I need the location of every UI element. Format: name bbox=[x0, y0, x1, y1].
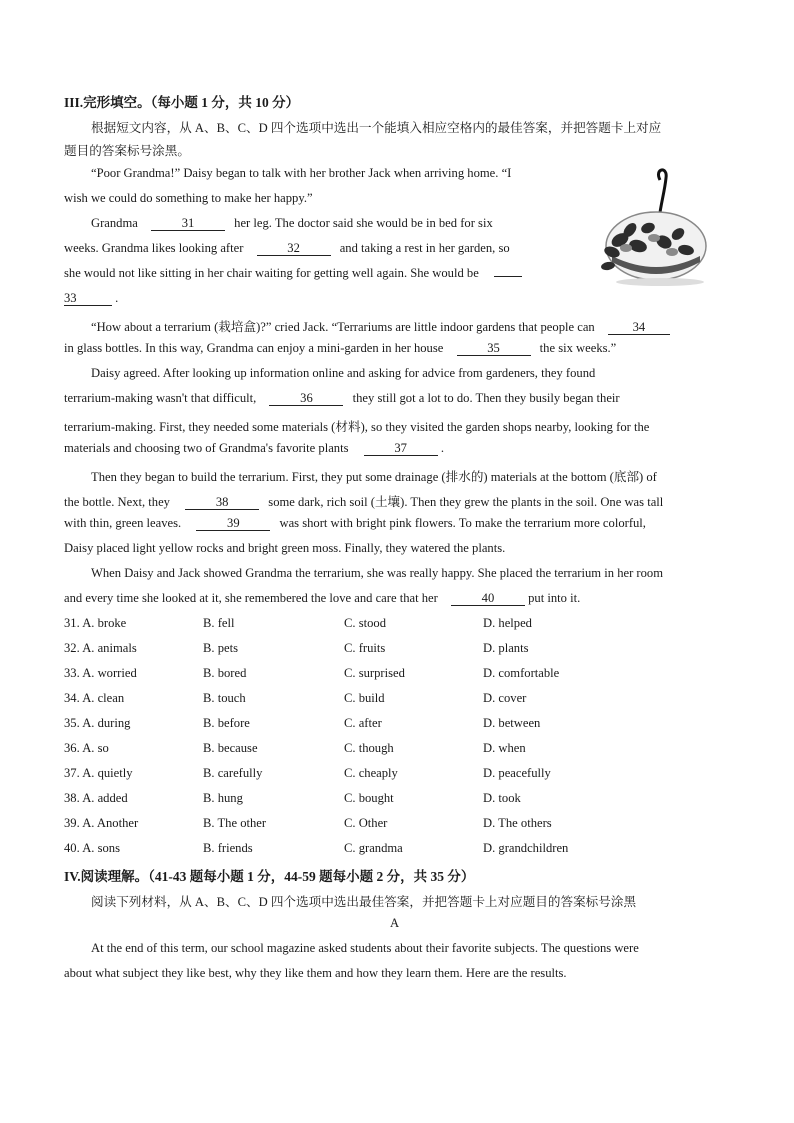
passage-text: “How about a terrarium (栽培盒)?” cried Jack. “Terrariums are little indoor gardens that people can bbox=[91, 320, 595, 334]
question-row bbox=[64, 816, 744, 834]
passage-text: they still got a lot to do. Then they busily began their bbox=[352, 391, 620, 405]
option-d[interactable]: D. cover bbox=[483, 691, 527, 705]
option-b[interactable]: B. friends bbox=[203, 841, 253, 855]
option-c[interactable]: C. grandma bbox=[344, 841, 403, 855]
section-4-instruction: 阅读下列材料，从 A、B、C、D 四个选项中选出最佳答案，并把答题卡上对应题目的答案标号涂黑 bbox=[91, 895, 637, 909]
question-row bbox=[64, 766, 744, 784]
passage-text: Grandma bbox=[91, 216, 138, 230]
blank-39: 39 bbox=[196, 517, 270, 531]
option-b[interactable]: B. bored bbox=[203, 666, 247, 680]
passage-line: “Poor Grandma!” Daisy began to talk with her brother Jack when arriving home. “I bbox=[91, 166, 512, 180]
passage-text: and every time she looked at it, she remembered the love and care that her bbox=[64, 591, 438, 605]
question-row bbox=[64, 741, 744, 759]
passage-text: materials and choosing two of Grandma's favorite plants bbox=[64, 441, 349, 455]
passage-line bbox=[64, 266, 522, 281]
passage-line: terrarium-making. First, they needed some materials (材料), so they visited the garden shops nearby, looking for the bbox=[64, 420, 650, 434]
option-c[interactable]: C. stood bbox=[344, 616, 386, 630]
passage-line: Then they began to build the terrarium. First, they put some drainage (排水的) materials at the bottom (底部) of bbox=[91, 470, 657, 484]
passage-line: Daisy agreed. After looking up information online and asking for advice from gardeners, they found bbox=[91, 366, 596, 380]
passage-text: put into it. bbox=[528, 591, 581, 605]
option-d[interactable]: D. took bbox=[483, 791, 521, 805]
question-row bbox=[64, 641, 744, 659]
option-d[interactable]: D. The others bbox=[483, 816, 552, 830]
option-a[interactable]: 33. A. worried bbox=[64, 666, 137, 680]
option-d[interactable]: D. plants bbox=[483, 641, 529, 655]
blank-33-start bbox=[494, 276, 522, 277]
option-d[interactable]: D. comfortable bbox=[483, 666, 560, 680]
question-row bbox=[64, 791, 744, 809]
option-b[interactable]: B. hung bbox=[203, 791, 243, 805]
passage-line: Daisy placed light yellow rocks and bright green moss. Finally, they watered the plants. bbox=[64, 541, 506, 555]
passage-line bbox=[64, 341, 616, 356]
passage-text: the bottle. Next, they bbox=[64, 495, 170, 509]
passage-line bbox=[64, 516, 646, 531]
passage-line bbox=[91, 316, 670, 335]
option-d[interactable]: D. peacefully bbox=[483, 766, 551, 780]
option-a[interactable]: 34. A. clean bbox=[64, 691, 125, 705]
option-c[interactable]: C. bought bbox=[344, 791, 394, 805]
passage-line bbox=[64, 391, 620, 406]
reading-paragraph-line: about what subject they like best, why they like them and how they learn them. Here are the results. bbox=[64, 966, 567, 980]
passage-text: and taking a rest in her garden, so bbox=[339, 241, 510, 255]
option-b[interactable]: B. before bbox=[203, 716, 250, 730]
passage-line bbox=[64, 491, 663, 510]
part-label: A bbox=[390, 916, 400, 930]
blank-40: 40 bbox=[451, 592, 525, 606]
option-b[interactable]: B. pets bbox=[203, 641, 238, 655]
terrarium-illustration bbox=[590, 158, 720, 290]
option-b[interactable]: B. touch bbox=[203, 691, 246, 705]
option-c[interactable]: C. build bbox=[344, 691, 385, 705]
blank-37: 37 bbox=[364, 442, 438, 456]
passage-text: was short with bright pink flowers. To make the terrarium more colorful, bbox=[279, 516, 646, 530]
blank-31: 31 bbox=[151, 217, 225, 231]
passage-text: she would not like sitting in her chair waiting for getting well again. She would be bbox=[64, 266, 479, 280]
option-c[interactable]: C. surprised bbox=[344, 666, 405, 680]
question-row bbox=[64, 716, 744, 734]
option-c[interactable]: C. after bbox=[344, 716, 382, 730]
option-b[interactable]: B. The other bbox=[203, 816, 267, 830]
passage-text: her leg. The doctor said she would be in bed for six bbox=[234, 216, 493, 230]
option-d[interactable]: D. between bbox=[483, 716, 541, 730]
option-a[interactable]: 31. A. broke bbox=[64, 616, 127, 630]
option-b[interactable]: B. fell bbox=[203, 616, 235, 630]
passage-line bbox=[64, 241, 510, 256]
option-a[interactable]: 37. A. quietly bbox=[64, 766, 133, 780]
passage-line bbox=[91, 216, 493, 231]
passage-text: weeks. Grandma likes looking after bbox=[64, 241, 244, 255]
option-a[interactable]: 35. A. during bbox=[64, 716, 131, 730]
passage-text: some dark, rich soil (土壤). Then they grew the plants in the soil. One was tall bbox=[268, 495, 664, 509]
passage-text: . bbox=[440, 441, 444, 455]
option-c[interactable]: C. though bbox=[344, 741, 394, 755]
option-c[interactable]: C. cheaply bbox=[344, 766, 398, 780]
option-c[interactable]: C. fruits bbox=[344, 641, 386, 655]
section-3-heading: III.完形填空。（每小题 1 分，共 10 分） bbox=[64, 95, 300, 110]
section-3-instruction-line-1: 根据短文内容，从 A、B、C、D 四个选项中选出一个能填入相应空格内的最佳答案，并把答题卡上对应 bbox=[91, 121, 662, 135]
passage-text: terrarium-making wasn't that difficult, bbox=[64, 391, 257, 405]
option-a[interactable]: 39. A. Another bbox=[64, 816, 139, 830]
question-row bbox=[64, 666, 744, 684]
option-a[interactable]: 32. A. animals bbox=[64, 641, 137, 655]
passage-line bbox=[64, 441, 444, 456]
blank-38: 38 bbox=[185, 496, 259, 510]
question-row bbox=[64, 691, 744, 709]
passage-text: in glass bottles. In this way, Grandma can enjoy a mini-garden in her house bbox=[64, 341, 444, 355]
reading-paragraph-line: At the end of this term, our school magazine asked students about their favorite subjects. The questions were bbox=[91, 941, 639, 955]
question-row bbox=[64, 841, 744, 859]
question-row bbox=[64, 616, 744, 634]
blank-34: 34 bbox=[608, 321, 670, 335]
option-b[interactable]: B. carefully bbox=[203, 766, 263, 780]
option-a[interactable]: 38. A. added bbox=[64, 791, 128, 805]
option-b[interactable]: B. because bbox=[203, 741, 258, 755]
passage-text: with thin, green leaves. bbox=[64, 516, 182, 530]
passage-line bbox=[64, 291, 118, 306]
passage-text: the six weeks.” bbox=[539, 341, 617, 355]
section-3-instruction-line-2: 题目的答案标号涂黑。 bbox=[64, 144, 190, 158]
passage-line bbox=[64, 591, 580, 606]
passage-line: wish we could do something to make her happy.” bbox=[64, 191, 313, 205]
section-4-heading: IV.阅读理解。（41-43 题每小题 1 分，44-59 题每小题 2 分，共 35 分） bbox=[64, 869, 475, 884]
blank-35: 35 bbox=[457, 342, 531, 356]
blank-32: 32 bbox=[257, 242, 331, 256]
passage-line: When Daisy and Jack showed Grandma the terrarium, she was really happy. She placed the terrarium in her room bbox=[91, 566, 664, 580]
option-d[interactable]: D. grandchildren bbox=[483, 841, 569, 855]
passage-text: . bbox=[115, 291, 119, 305]
option-a[interactable]: 40. A. sons bbox=[64, 841, 120, 855]
option-d[interactable]: D. when bbox=[483, 741, 526, 755]
blank-36: 36 bbox=[269, 392, 343, 406]
option-d[interactable]: D. helped bbox=[483, 616, 532, 630]
blank-33: 33 bbox=[64, 292, 112, 306]
option-c[interactable]: C. Other bbox=[344, 816, 388, 830]
option-a[interactable]: 36. A. so bbox=[64, 741, 109, 755]
